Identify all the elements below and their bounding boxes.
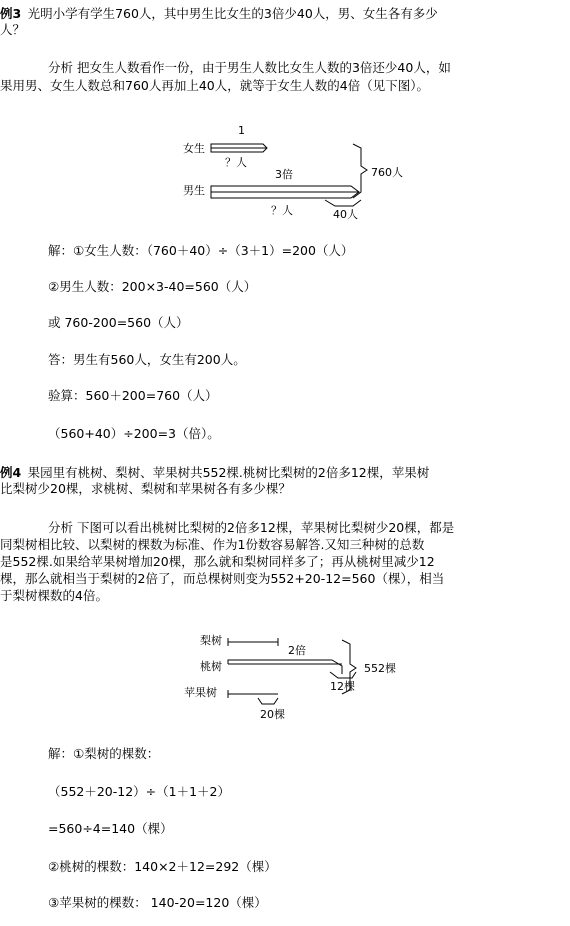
- example3-question-line2: 人？: [0, 22, 26, 37]
- total-label: 760人: [371, 166, 403, 179]
- pear-label: 梨树: [200, 634, 222, 647]
- example3-solution-6: （560+40）÷200=3（倍）。: [48, 426, 220, 441]
- example4-solution-5: ③苹果树的棵数： 140-20=120（棵）: [48, 895, 267, 910]
- example4-analysis-line5: 于梨树棵数的4倍。: [0, 588, 108, 603]
- peach-bar: [228, 660, 342, 674]
- example3-question-line1: [0, 6, 438, 22]
- example4-solution-3: =560÷4=140（棵）: [48, 821, 173, 836]
- example4-solution-1: 解：①梨树的棵数：: [48, 746, 160, 761]
- example4-question-line1: [0, 465, 429, 481]
- example3-diagram: [175, 122, 415, 222]
- boys-unknown: ？人: [271, 204, 293, 217]
- example4-solution-2: （552＋20-12）÷（1＋1＋2）: [48, 784, 231, 799]
- example3-label: 例3: [0, 6, 22, 21]
- example4-analysis-line1: 分析 下图可以看出桃树比梨树的2倍多12棵，苹果树比梨树少20棵，都是: [48, 520, 455, 535]
- example3-analysis-line1: 分析 把女生人数看作一份，由于男生人数比女生人数的3倍还少40人，如: [48, 60, 451, 75]
- forty-label: 40人: [333, 208, 358, 221]
- peach-label: 桃树: [200, 660, 222, 673]
- total-brace: [353, 144, 367, 198]
- example3-question-text: 光明小学有学生760人，其中男生比女生的3倍少40人，男、女生各有多少: [27, 6, 438, 21]
- example3-solution-5: 验算：560＋200=760（人）: [48, 388, 218, 403]
- example4-analysis-line4: 棵，那么就相当于梨树的2倍了，而总棵树则变为552+20-12=560（棵），相当: [0, 571, 445, 586]
- twenty-bracket: [258, 698, 278, 704]
- total-label: 552棵: [364, 662, 396, 675]
- twenty-label: 20棵: [260, 708, 285, 721]
- apple-label: 苹果树: [184, 686, 217, 699]
- example4-analysis-line2: 同梨树相比较、以梨树的棵数为标准、作为1份数容易解答.又知三种树的总数: [0, 537, 425, 552]
- example4-question-text: 果园里有桃树、梨树、苹果树共552棵.桃树比梨树的2倍多12棵，苹果树: [27, 465, 430, 480]
- example3-solution-2: ②男生人数：200×3-40=560（人）: [48, 279, 257, 294]
- girls-unknown: ？人: [225, 156, 247, 169]
- example3-solution-3: 或 760-200=560（人）: [48, 315, 189, 330]
- example4-analysis-line3: 是552棵.如果给苹果树增加20棵，那么就和梨树同样多了；再从桃树里减少12: [0, 554, 435, 569]
- example4-solution-4: ②桃树的棵数：140×2＋12=292（棵）: [48, 859, 277, 874]
- example4-question-line2: 比梨树少20棵，求桃树、梨树和苹果树各有多少棵？: [0, 481, 291, 496]
- example4-diagram: [182, 632, 422, 724]
- twelve-bracket: [330, 672, 356, 678]
- one-label: 1: [238, 124, 245, 137]
- girls-label: 女生: [183, 142, 205, 155]
- two-times-label: 2倍: [288, 644, 306, 657]
- boys-label: 男生: [183, 184, 205, 197]
- example3-solution-4: 答：男生有560人，女生有200人。: [48, 352, 246, 367]
- example4-label: 例4: [0, 465, 22, 480]
- twelve-label: 12棵: [330, 680, 355, 693]
- example3-analysis-line2: 果用男、女生人数总和760人再加上40人，就等于女生人数的4倍（见下图）。: [0, 78, 429, 93]
- three-times-label: 3倍: [275, 168, 293, 181]
- forty-bracket: [325, 200, 361, 206]
- example3-solution-1: 解：①女生人数：（760＋40）÷（3＋1）=200（人）: [48, 243, 354, 258]
